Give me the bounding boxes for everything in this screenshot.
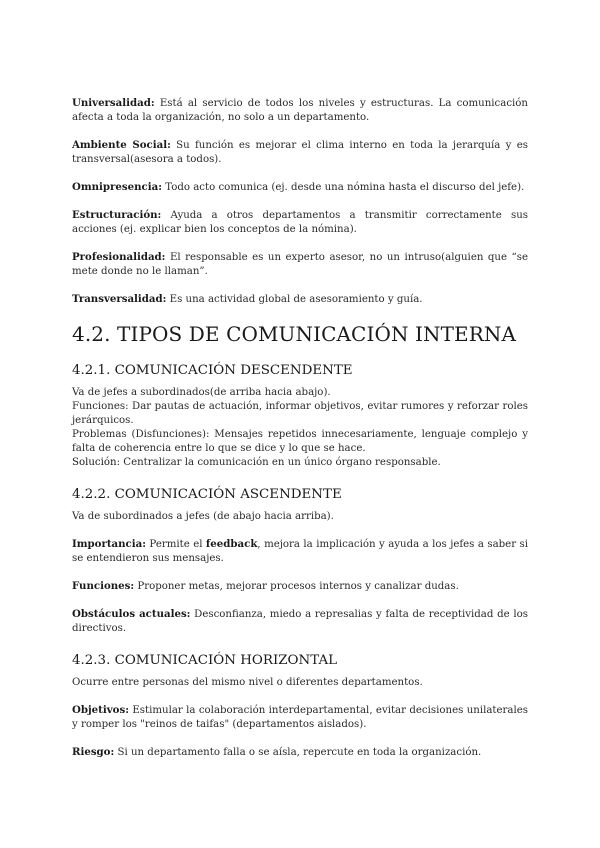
term-text: Es una actividad global de asesoramiento y guía. (166, 294, 423, 305)
line-text: Va de jefes a subordinados(de arriba hacia abajo). (72, 387, 331, 398)
term-text: Todo acto comunica (ej. desde una nómina hasta el discurso del jefe). (161, 182, 525, 193)
term-text: Permite el (145, 539, 206, 550)
paragraph-profesionalidad (72, 250, 528, 279)
term-label: Riesgo: (72, 746, 115, 758)
paragraph-universalidad (72, 96, 528, 125)
term-label: Transversalidad: (72, 293, 167, 305)
term-label: Ambiente Social: (72, 139, 171, 151)
subsection-heading-descendente: 4.2.1. COMUNICACIÓN DESCENDENTE (72, 363, 353, 378)
term-label: Importancia: (72, 538, 146, 550)
paragraph-obstaculos (72, 607, 528, 636)
term-label: Objetivos: (72, 704, 129, 716)
term-text: Desconfianza, miedo a represalias y falta de receptividad de los directivos. (72, 609, 528, 634)
paragraph-importancia (72, 537, 528, 566)
term-text: Ayuda a otros departamentos a transmitir correctamente sus acciones (ej. explicar bien los conceptos de la nómina). (72, 210, 528, 235)
term-text: El responsable es un experto asesor, no un intruso(alguien que “se mete donde no le llaman”. (72, 252, 528, 277)
term-text: Su función es mejorar el clima interno en toda la jerarquía y es transversal(asesora a todos). (72, 140, 528, 165)
line-text: Problemas (Disfunciones): Mensajes repetidos innecesariamente, lenguaje complejo y falta de coherencia entre lo que se dice y lo que se hace. (72, 429, 528, 454)
paragraph-objetivos (72, 703, 528, 732)
line-text: Centralizar la comunicación en un único órgano responsable. (120, 457, 441, 468)
line-descendente-funciones (72, 400, 528, 428)
subsection-heading-horizontal: 4.2.3. COMUNICACIÓN HORIZONTAL (72, 653, 338, 668)
term-label: Solución: (72, 457, 121, 468)
line-descendente-intro (72, 386, 528, 400)
term-emphasis: feedback (205, 538, 258, 550)
paragraph-ascendente-intro: Va de subordinados a jefes (de abajo hacia arriba). (72, 511, 334, 522)
line-descendente-solucion (72, 456, 528, 470)
term-label: Obstáculos actuales: (72, 608, 191, 620)
term-text: Está al servicio de todos los niveles y estructuras. La comunicación afecta a toda la organización, no solo a un departamento. (72, 98, 528, 123)
term-label: Estructuración: (72, 209, 162, 221)
term-text: Proponer metas, mejorar procesos internos y canalizar dudas. (134, 581, 459, 592)
paragraph-omnipresencia (72, 180, 528, 195)
term-label: Universalidad: (72, 97, 155, 109)
paragraph-transversalidad (72, 292, 528, 307)
line-descendente-problemas (72, 428, 528, 456)
subsection-heading-ascendente: 4.2.2. COMUNICACIÓN ASCENDENTE (72, 487, 342, 502)
paragraph-riesgo (72, 745, 528, 760)
term-text: Si un departamento falla o se aísla, repercute en toda la organización. (114, 747, 482, 758)
term-text: Estimular la colaboración interdepartamental, evitar decisiones unilaterales y romper los "reinos de taifas" (departamentos aislados). (72, 705, 528, 730)
line-text: Funciones: Dar pautas de actuación, informar objetivos, evitar rumores y reforzar roles jerárquicos. (72, 401, 528, 426)
paragraph-estructuracion (72, 208, 528, 237)
term-label: Omnipresencia: (72, 181, 162, 193)
term-label: Funciones: (72, 580, 135, 592)
paragraph-ambiente-social (72, 138, 528, 167)
term-label: Profesionalidad: (72, 251, 166, 263)
term-text: , mejora la implicación y ayuda a los jefes a saber si se entendieron sus mensajes. (72, 539, 528, 564)
page-content (72, 96, 528, 760)
paragraph-funciones (72, 579, 528, 594)
section-heading: 4.2. TIPOS DE COMUNICACIÓN INTERNA (72, 322, 517, 346)
paragraph-horizontal-intro: Ocurre entre personas del mismo nivel o diferentes departamentos. (72, 677, 423, 688)
